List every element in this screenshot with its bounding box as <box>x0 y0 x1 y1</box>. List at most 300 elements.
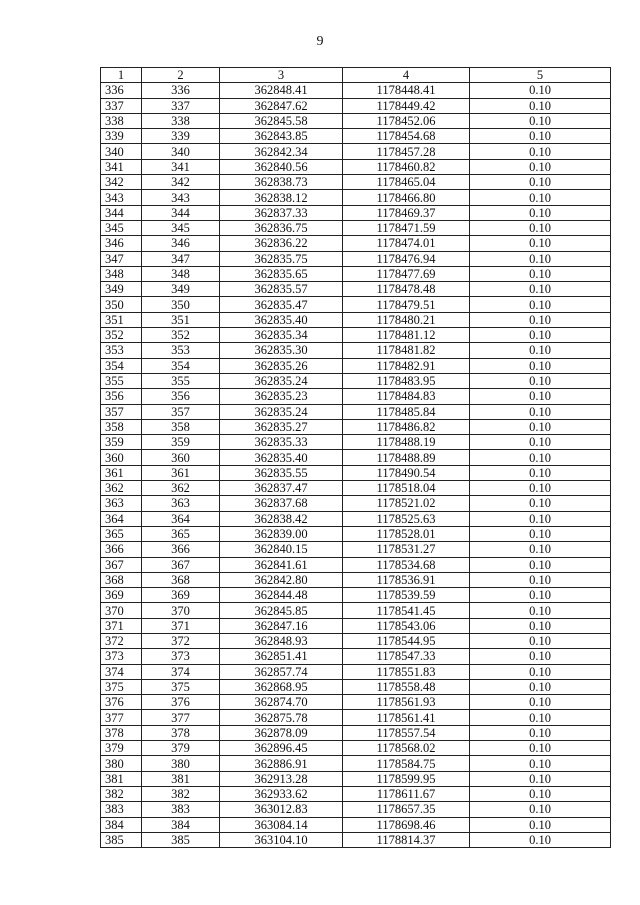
table-cell-col3: 363012.83 <box>220 802 343 817</box>
table-cell-col2: 368 <box>142 572 220 587</box>
table-cell-col2: 373 <box>142 649 220 664</box>
table-row <box>101 190 611 205</box>
table-cell-col3: 362841.61 <box>220 557 343 572</box>
table-cell-col2: 352 <box>142 328 220 343</box>
table-cell-col2: 345 <box>142 220 220 235</box>
table-cell-col4: 1178543.06 <box>343 618 470 633</box>
column-header-5: 5 <box>470 68 611 83</box>
table-cell-col3: 362847.16 <box>220 618 343 633</box>
table-row <box>101 618 611 633</box>
table-cell-col5: 0.10 <box>470 802 611 817</box>
table-cell-col1: 351 <box>101 312 142 327</box>
table-cell-col3: 362835.24 <box>220 373 343 388</box>
table-cell-col2: 358 <box>142 419 220 434</box>
table-row <box>101 297 611 312</box>
table-cell-col5: 0.10 <box>470 756 611 771</box>
table-cell-col4: 1178544.95 <box>343 633 470 648</box>
table-cell-col4: 1178486.82 <box>343 419 470 434</box>
table-cell-col4: 1178814.37 <box>343 832 470 847</box>
column-header-1: 1 <box>101 68 142 83</box>
table-cell-col5: 0.10 <box>470 603 611 618</box>
table-cell-col1: 336 <box>101 83 142 98</box>
table-cell-col1: 378 <box>101 725 142 740</box>
table-cell-col1: 343 <box>101 190 142 205</box>
table-cell-col5: 0.10 <box>470 542 611 557</box>
table-cell-col3: 362845.58 <box>220 113 343 128</box>
table-cell-col1: 357 <box>101 404 142 419</box>
table-row <box>101 419 611 434</box>
table-cell-col3: 362835.40 <box>220 312 343 327</box>
table-cell-col1: 367 <box>101 557 142 572</box>
table-cell-col2: 344 <box>142 205 220 220</box>
table-cell-col4: 1178547.33 <box>343 649 470 664</box>
table-cell-col5: 0.10 <box>470 343 611 358</box>
table-cell-col2: 383 <box>142 802 220 817</box>
table-cell-col1: 341 <box>101 159 142 174</box>
table-cell-col3: 362835.33 <box>220 435 343 450</box>
table-cell-col4: 1178482.91 <box>343 358 470 373</box>
table-cell-col2: 381 <box>142 771 220 786</box>
table-cell-col3: 362835.75 <box>220 251 343 266</box>
table-cell-col4: 1178525.63 <box>343 511 470 526</box>
table-cell-col5: 0.10 <box>470 741 611 756</box>
table-cell-col1: 337 <box>101 98 142 113</box>
table-cell-col2: 347 <box>142 251 220 266</box>
table-row <box>101 282 611 297</box>
table-row <box>101 588 611 603</box>
table-cell-col4: 1178481.12 <box>343 328 470 343</box>
table-cell-col2: 337 <box>142 98 220 113</box>
table-cell-col5: 0.10 <box>470 220 611 235</box>
table-cell-col2: 365 <box>142 526 220 541</box>
table-cell-col4: 1178452.06 <box>343 113 470 128</box>
table-cell-col4: 1178448.41 <box>343 83 470 98</box>
table-cell-col3: 362913.28 <box>220 771 343 786</box>
table-cell-col3: 362835.55 <box>220 465 343 480</box>
table-cell-col5: 0.10 <box>470 175 611 190</box>
table-row <box>101 526 611 541</box>
table-cell-col5: 0.10 <box>470 159 611 174</box>
table-cell-col3: 362837.68 <box>220 496 343 511</box>
table-cell-col1: 384 <box>101 817 142 832</box>
table-cell-col2: 355 <box>142 373 220 388</box>
table-row <box>101 343 611 358</box>
table-row <box>101 98 611 113</box>
table-cell-col1: 338 <box>101 113 142 128</box>
table-cell-col4: 1178480.21 <box>343 312 470 327</box>
table-cell-col3: 362840.56 <box>220 159 343 174</box>
table-cell-col3: 362835.27 <box>220 419 343 434</box>
table-cell-col2: 374 <box>142 664 220 679</box>
table-cell-col1: 374 <box>101 664 142 679</box>
table-cell-col2: 376 <box>142 695 220 710</box>
table-cell-col3: 362835.26 <box>220 358 343 373</box>
table-cell-col3: 362896.45 <box>220 741 343 756</box>
table-row <box>101 664 611 679</box>
table-cell-col1: 354 <box>101 358 142 373</box>
table-cell-col4: 1178457.28 <box>343 144 470 159</box>
table-row <box>101 786 611 801</box>
table-cell-col2: 343 <box>142 190 220 205</box>
table-cell-col3: 363104.10 <box>220 832 343 847</box>
table-cell-col3: 362847.62 <box>220 98 343 113</box>
table-cell-col3: 362874.70 <box>220 695 343 710</box>
table-cell-col2: 353 <box>142 343 220 358</box>
table-cell-col4: 1178469.37 <box>343 205 470 220</box>
table-cell-col1: 370 <box>101 603 142 618</box>
table-cell-col2: 380 <box>142 756 220 771</box>
table-cell-col5: 0.10 <box>470 113 611 128</box>
table-cell-col2: 385 <box>142 832 220 847</box>
table-cell-col2: 369 <box>142 588 220 603</box>
table-cell-col1: 377 <box>101 710 142 725</box>
table-cell-col3: 362835.40 <box>220 450 343 465</box>
table-row <box>101 832 611 847</box>
table-row <box>101 695 611 710</box>
table-cell-col2: 349 <box>142 282 220 297</box>
table-cell-col4: 1178483.95 <box>343 373 470 388</box>
table-cell-col3: 362851.41 <box>220 649 343 664</box>
table-cell-col4: 1178657.35 <box>343 802 470 817</box>
table-cell-col2: 350 <box>142 297 220 312</box>
table-cell-col5: 0.10 <box>470 481 611 496</box>
table-cell-col4: 1178460.82 <box>343 159 470 174</box>
table-row <box>101 802 611 817</box>
table-cell-col2: 341 <box>142 159 220 174</box>
table-cell-col1: 356 <box>101 389 142 404</box>
table-cell-col4: 1178488.89 <box>343 450 470 465</box>
table-cell-col5: 0.10 <box>470 588 611 603</box>
column-header-4: 4 <box>343 68 470 83</box>
table-cell-col4: 1178476.94 <box>343 251 470 266</box>
table-cell-col2: 348 <box>142 266 220 281</box>
column-header-3: 3 <box>220 68 343 83</box>
table-cell-col2: 379 <box>142 741 220 756</box>
table-cell-col1: 380 <box>101 756 142 771</box>
table-cell-col3: 362886.91 <box>220 756 343 771</box>
table-cell-col1: 347 <box>101 251 142 266</box>
table-cell-col3: 362842.34 <box>220 144 343 159</box>
table-cell-col1: 353 <box>101 343 142 358</box>
table-cell-col1: 349 <box>101 282 142 297</box>
table-cell-col4: 1178599.95 <box>343 771 470 786</box>
table-cell-col1: 352 <box>101 328 142 343</box>
table-cell-col5: 0.10 <box>470 572 611 587</box>
table-cell-col5: 0.10 <box>470 557 611 572</box>
table-cell-col4: 1178521.02 <box>343 496 470 511</box>
table-cell-col3: 362836.22 <box>220 236 343 251</box>
table-cell-col5: 0.10 <box>470 435 611 450</box>
table-cell-col4: 1178449.42 <box>343 98 470 113</box>
table-cell-col5: 0.10 <box>470 832 611 847</box>
table-cell-col1: 366 <box>101 542 142 557</box>
table-cell-col2: 360 <box>142 450 220 465</box>
table-cell-col1: 359 <box>101 435 142 450</box>
table-cell-col5: 0.10 <box>470 511 611 526</box>
table-cell-col2: 346 <box>142 236 220 251</box>
table-cell-col1: 360 <box>101 450 142 465</box>
table-cell-col3: 362840.15 <box>220 542 343 557</box>
table-cell-col1: 362 <box>101 481 142 496</box>
table-row <box>101 603 611 618</box>
table-cell-col4: 1178488.19 <box>343 435 470 450</box>
table-cell-col3: 362837.33 <box>220 205 343 220</box>
table-cell-col2: 377 <box>142 710 220 725</box>
table-row <box>101 450 611 465</box>
table-cell-col4: 1178698.46 <box>343 817 470 832</box>
table-cell-col3: 362875.78 <box>220 710 343 725</box>
table-cell-col4: 1178536.91 <box>343 572 470 587</box>
table-row <box>101 312 611 327</box>
table-cell-col3: 362838.73 <box>220 175 343 190</box>
table-row <box>101 710 611 725</box>
table-row <box>101 373 611 388</box>
table-cell-col2: 378 <box>142 725 220 740</box>
table-cell-col3: 362839.00 <box>220 526 343 541</box>
table-cell-col4: 1178485.84 <box>343 404 470 419</box>
table-cell-col3: 362835.23 <box>220 389 343 404</box>
column-header-2: 2 <box>142 68 220 83</box>
table-cell-col2: 338 <box>142 113 220 128</box>
table-cell-col5: 0.10 <box>470 450 611 465</box>
table-row <box>101 175 611 190</box>
table-cell-col1: 369 <box>101 588 142 603</box>
table-cell-col3: 362835.30 <box>220 343 343 358</box>
table-cell-col2: 371 <box>142 618 220 633</box>
table-cell-col4: 1178528.01 <box>343 526 470 541</box>
table-row <box>101 481 611 496</box>
table-cell-col2: 367 <box>142 557 220 572</box>
table-row <box>101 572 611 587</box>
table-row <box>101 557 611 572</box>
table-cell-col5: 0.10 <box>470 465 611 480</box>
table-cell-col5: 0.10 <box>470 496 611 511</box>
table-cell-col4: 1178478.48 <box>343 282 470 297</box>
table-cell-col5: 0.10 <box>470 404 611 419</box>
table-cell-col5: 0.10 <box>470 725 611 740</box>
table-cell-col3: 362848.93 <box>220 633 343 648</box>
table-cell-col4: 1178558.48 <box>343 679 470 694</box>
table-cell-col3: 362837.47 <box>220 481 343 496</box>
table-cell-col3: 362845.85 <box>220 603 343 618</box>
table-cell-col1: 340 <box>101 144 142 159</box>
table-cell-col5: 0.10 <box>470 618 611 633</box>
table-cell-col4: 1178465.04 <box>343 175 470 190</box>
table-cell-col1: 344 <box>101 205 142 220</box>
table-cell-col3: 362835.24 <box>220 404 343 419</box>
table-row <box>101 205 611 220</box>
table-cell-col4: 1178477.69 <box>343 266 470 281</box>
table-cell-col4: 1178534.68 <box>343 557 470 572</box>
table-cell-col5: 0.10 <box>470 282 611 297</box>
table-cell-col5: 0.10 <box>470 419 611 434</box>
table-row <box>101 817 611 832</box>
table-cell-col2: 356 <box>142 389 220 404</box>
table-cell-col1: 355 <box>101 373 142 388</box>
table-cell-col5: 0.10 <box>470 236 611 251</box>
table-cell-col5: 0.10 <box>470 526 611 541</box>
table-cell-col4: 1178466.80 <box>343 190 470 205</box>
table-cell-col5: 0.10 <box>470 786 611 801</box>
table-cell-col4: 1178561.41 <box>343 710 470 725</box>
table-cell-col2: 375 <box>142 679 220 694</box>
table-cell-col2: 362 <box>142 481 220 496</box>
table-cell-col4: 1178561.93 <box>343 695 470 710</box>
table-cell-col1: 368 <box>101 572 142 587</box>
table-cell-col2: 370 <box>142 603 220 618</box>
table-cell-col1: 379 <box>101 741 142 756</box>
table-cell-col5: 0.10 <box>470 83 611 98</box>
table-row <box>101 679 611 694</box>
table-cell-col1: 375 <box>101 679 142 694</box>
table-row <box>101 542 611 557</box>
table-cell-col2: 372 <box>142 633 220 648</box>
table-row <box>101 771 611 786</box>
table-cell-col4: 1178541.45 <box>343 603 470 618</box>
table-cell-col3: 362844.48 <box>220 588 343 603</box>
table-cell-col5: 0.10 <box>470 679 611 694</box>
table-cell-col3: 362835.65 <box>220 266 343 281</box>
table-cell-col4: 1178568.02 <box>343 741 470 756</box>
table-row <box>101 465 611 480</box>
table-cell-col5: 0.10 <box>470 129 611 144</box>
table-cell-col2: 364 <box>142 511 220 526</box>
table-cell-col1: 346 <box>101 236 142 251</box>
table-row <box>101 266 611 281</box>
table-row <box>101 389 611 404</box>
table-cell-col3: 362857.74 <box>220 664 343 679</box>
table-cell-col3: 362835.34 <box>220 328 343 343</box>
table-row <box>101 328 611 343</box>
table-cell-col5: 0.10 <box>470 144 611 159</box>
table-cell-col4: 1178551.83 <box>343 664 470 679</box>
table-cell-col4: 1178479.51 <box>343 297 470 312</box>
table-row <box>101 511 611 526</box>
table-cell-col2: 351 <box>142 312 220 327</box>
table-cell-col3: 362878.09 <box>220 725 343 740</box>
table-cell-col3: 362848.41 <box>220 83 343 98</box>
table-cell-col3: 362842.80 <box>220 572 343 587</box>
table-row <box>101 435 611 450</box>
table-cell-col1: 358 <box>101 419 142 434</box>
table-header-row <box>101 68 611 83</box>
table-cell-col1: 350 <box>101 297 142 312</box>
table-cell-col1: 364 <box>101 511 142 526</box>
table-cell-col5: 0.10 <box>470 633 611 648</box>
table-cell-col2: 384 <box>142 817 220 832</box>
table-cell-col4: 1178474.01 <box>343 236 470 251</box>
coordinates-table <box>100 67 611 848</box>
table-cell-col3: 362838.42 <box>220 511 343 526</box>
table-cell-col3: 362836.75 <box>220 220 343 235</box>
table-cell-col3: 362843.85 <box>220 129 343 144</box>
table-cell-col2: 366 <box>142 542 220 557</box>
table-cell-col1: 361 <box>101 465 142 480</box>
table-cell-col2: 359 <box>142 435 220 450</box>
table-cell-col5: 0.10 <box>470 389 611 404</box>
table-row <box>101 358 611 373</box>
table-cell-col1: 371 <box>101 618 142 633</box>
table-row <box>101 633 611 648</box>
table-cell-col4: 1178557.54 <box>343 725 470 740</box>
table-cell-col1: 381 <box>101 771 142 786</box>
table-cell-col5: 0.10 <box>470 771 611 786</box>
table-cell-col5: 0.10 <box>470 266 611 281</box>
table-cell-col5: 0.10 <box>470 664 611 679</box>
table-cell-col1: 342 <box>101 175 142 190</box>
table-cell-col4: 1178611.67 <box>343 786 470 801</box>
table-cell-col5: 0.10 <box>470 358 611 373</box>
table-cell-col1: 365 <box>101 526 142 541</box>
table-cell-col2: 382 <box>142 786 220 801</box>
table-cell-col5: 0.10 <box>470 190 611 205</box>
table-row <box>101 83 611 98</box>
table-cell-col4: 1178490.54 <box>343 465 470 480</box>
table-row <box>101 144 611 159</box>
table-cell-col5: 0.10 <box>470 373 611 388</box>
table-row <box>101 159 611 174</box>
table-cell-col1: 385 <box>101 832 142 847</box>
table-cell-col5: 0.10 <box>470 205 611 220</box>
table-cell-col1: 372 <box>101 633 142 648</box>
table-cell-col2: 339 <box>142 129 220 144</box>
table-row <box>101 496 611 511</box>
table-cell-col3: 362868.95 <box>220 679 343 694</box>
table-cell-col1: 383 <box>101 802 142 817</box>
table-cell-col4: 1178454.68 <box>343 129 470 144</box>
table-cell-col1: 363 <box>101 496 142 511</box>
table-row <box>101 220 611 235</box>
table-row <box>101 741 611 756</box>
table-body <box>101 83 611 848</box>
table-cell-col2: 363 <box>142 496 220 511</box>
table-cell-col5: 0.10 <box>470 297 611 312</box>
table-cell-col3: 362838.12 <box>220 190 343 205</box>
table-cell-col2: 336 <box>142 83 220 98</box>
table-cell-col4: 1178481.82 <box>343 343 470 358</box>
table-row <box>101 236 611 251</box>
table-cell-col3: 362835.47 <box>220 297 343 312</box>
table-cell-col1: 382 <box>101 786 142 801</box>
table-cell-col2: 361 <box>142 465 220 480</box>
table-row <box>101 113 611 128</box>
table-row <box>101 756 611 771</box>
table-cell-col4: 1178471.59 <box>343 220 470 235</box>
table-cell-col4: 1178539.59 <box>343 588 470 603</box>
table-cell-col4: 1178484.83 <box>343 389 470 404</box>
table-cell-col2: 354 <box>142 358 220 373</box>
table-cell-col5: 0.10 <box>470 251 611 266</box>
table-cell-col5: 0.10 <box>470 710 611 725</box>
table-cell-col4: 1178584.75 <box>343 756 470 771</box>
table-cell-col5: 0.10 <box>470 312 611 327</box>
table-cell-col1: 376 <box>101 695 142 710</box>
table-cell-col3: 362933.62 <box>220 786 343 801</box>
table-cell-col4: 1178531.27 <box>343 542 470 557</box>
table-cell-col5: 0.10 <box>470 695 611 710</box>
table-cell-col5: 0.10 <box>470 328 611 343</box>
table-cell-col2: 340 <box>142 144 220 159</box>
table-cell-col4: 1178518.04 <box>343 481 470 496</box>
table-cell-col1: 345 <box>101 220 142 235</box>
table-cell-col2: 357 <box>142 404 220 419</box>
table-row <box>101 649 611 664</box>
table-cell-col3: 362835.57 <box>220 282 343 297</box>
table-row <box>101 129 611 144</box>
table-cell-col3: 363084.14 <box>220 817 343 832</box>
table-cell-col5: 0.10 <box>470 817 611 832</box>
table-row <box>101 725 611 740</box>
